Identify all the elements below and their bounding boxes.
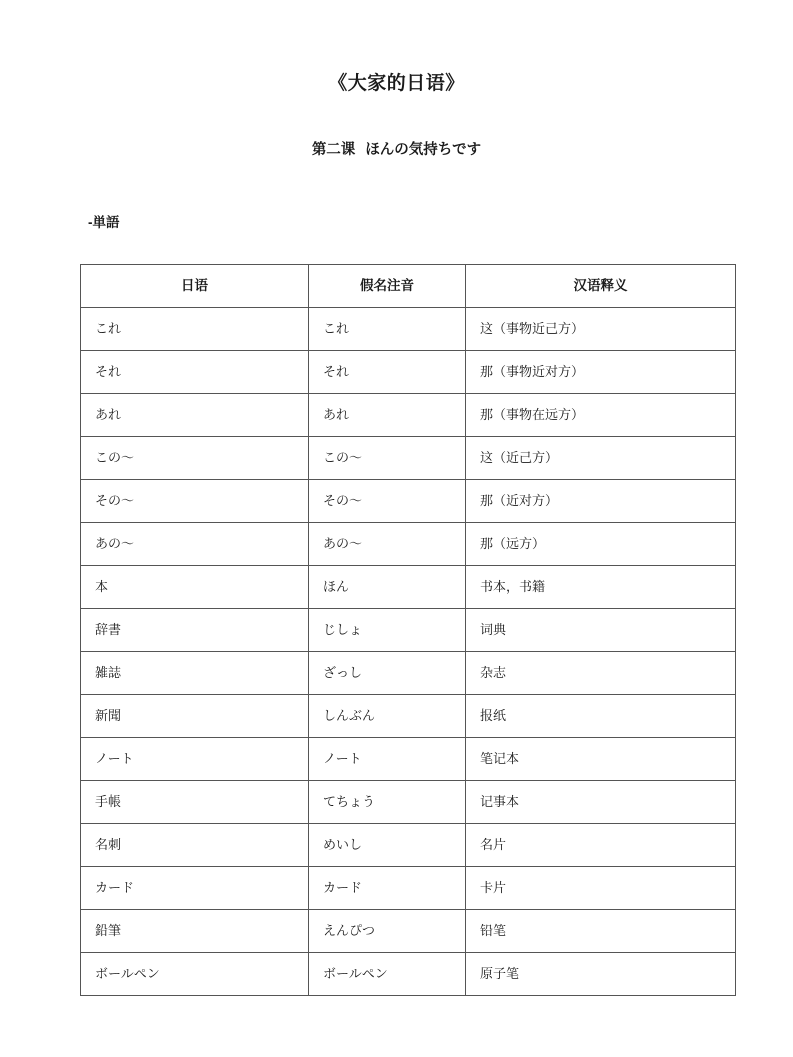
cell-chinese: 卡片	[466, 867, 736, 910]
cell-kana: てちょう	[309, 781, 466, 824]
cell-kana: それ	[309, 351, 466, 394]
cell-chinese: 名片	[466, 824, 736, 867]
document-title: 《大家的日语》	[328, 73, 465, 94]
lesson-heading	[0, 95, 793, 159]
lesson-number: 第二课	[311, 142, 356, 158]
cell-japanese: あの～	[81, 523, 309, 566]
cell-kana: ノート	[309, 738, 466, 781]
section-label: -単語	[88, 215, 120, 230]
cell-kana: あの～	[309, 523, 466, 566]
cell-chinese: 这（近己方）	[466, 437, 736, 480]
table-row	[81, 824, 736, 867]
cell-japanese: 本	[81, 566, 309, 609]
cell-chinese: 词典	[466, 609, 736, 652]
cell-kana: カード	[309, 867, 466, 910]
table-header-row	[81, 265, 736, 308]
cell-chinese: 铅笔	[466, 910, 736, 953]
table-row	[81, 394, 736, 437]
table-row	[81, 480, 736, 523]
cell-kana: えんぴつ	[309, 910, 466, 953]
table-row	[81, 652, 736, 695]
cell-kana: じしょ	[309, 609, 466, 652]
table-row	[81, 437, 736, 480]
table-row	[81, 738, 736, 781]
cell-kana: しんぶん	[309, 695, 466, 738]
table-row	[81, 351, 736, 394]
cell-chinese: 书本，书籍	[466, 566, 736, 609]
cell-kana: あれ	[309, 394, 466, 437]
cell-japanese: 手帳	[81, 781, 309, 824]
table-row	[81, 867, 736, 910]
cell-chinese: 报纸	[466, 695, 736, 738]
cell-japanese: 鉛筆	[81, 910, 309, 953]
cell-chinese: 那（事物近对方）	[466, 351, 736, 394]
cell-kana: ざっし	[309, 652, 466, 695]
cell-japanese: カード	[81, 867, 309, 910]
cell-chinese: 记事本	[466, 781, 736, 824]
table-row	[81, 523, 736, 566]
cell-japanese: あれ	[81, 394, 309, 437]
table-row	[81, 910, 736, 953]
table-row	[81, 695, 736, 738]
cell-japanese: ノート	[81, 738, 309, 781]
cell-kana: この～	[309, 437, 466, 480]
cell-kana: その～	[309, 480, 466, 523]
table-row	[81, 566, 736, 609]
cell-kana: これ	[309, 308, 466, 351]
table-row	[81, 953, 736, 996]
cell-chinese: 原子笔	[466, 953, 736, 996]
cell-chinese: 笔记本	[466, 738, 736, 781]
cell-kana: ボールペン	[309, 953, 466, 996]
cell-chinese: 这（事物近己方）	[466, 308, 736, 351]
cell-japanese: その～	[81, 480, 309, 523]
table-row	[81, 781, 736, 824]
cell-chinese: 杂志	[466, 652, 736, 695]
vocabulary-table	[80, 264, 736, 996]
cell-japanese: 新聞	[81, 695, 309, 738]
cell-chinese: 那（远方）	[466, 523, 736, 566]
cell-chinese: 那（事物在远方）	[466, 394, 736, 437]
cell-kana: ほん	[309, 566, 466, 609]
column-header-kana: 假名注音	[309, 265, 466, 308]
table-row	[81, 308, 736, 351]
cell-japanese: これ	[81, 308, 309, 351]
cell-japanese: 辞書	[81, 609, 309, 652]
cell-japanese: ボールペン	[81, 953, 309, 996]
cell-kana: めいし	[309, 824, 466, 867]
cell-japanese: 雑誌	[81, 652, 309, 695]
cell-japanese: それ	[81, 351, 309, 394]
cell-japanese: この～	[81, 437, 309, 480]
lesson-title: ほんの気持ちです	[365, 142, 482, 158]
column-header-japanese: 日语	[81, 265, 309, 308]
table-body	[81, 308, 736, 996]
cell-chinese: 那（近对方）	[466, 480, 736, 523]
table-header	[81, 265, 736, 308]
column-header-chinese: 汉语释义	[466, 265, 736, 308]
cell-japanese: 名刺	[81, 824, 309, 867]
table-row	[81, 609, 736, 652]
